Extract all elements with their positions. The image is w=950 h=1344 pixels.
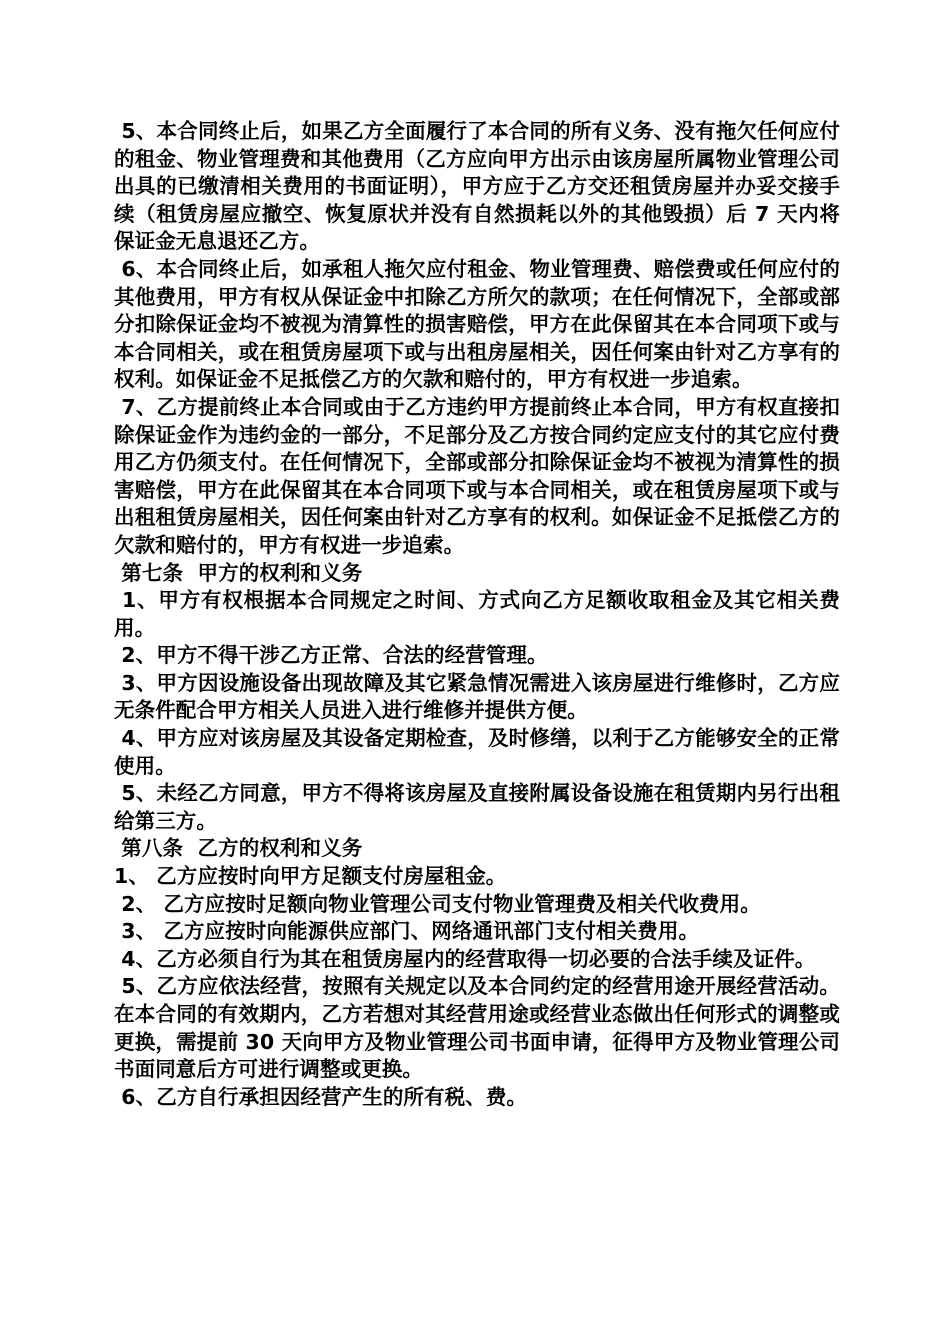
paragraph-clause-6-6: 6、本合同终止后，如承租人拖欠应付租金、物业管理费、赔偿费或任何应付的其他费用，甲方有权从保证金中扣除乙方所欠的款项；在任何情况下，全部或部分扣除保证金均不被视为清算性的损害赔偿，甲方在此保留其在本合同项下或与本合同相关，或在租赁房屋项下或与出租房屋相关，因任何案由针对乙方享有的权利。如保证金不足抵偿乙方的欠款和赔付的，甲方有权进一步追索。 (114, 256, 840, 392)
paragraph-clause-7-2: 2、甲方不得干涉乙方正常、合法的经营管理。 (114, 643, 548, 668)
paragraph-clause-7-4: 4、甲方应对该房屋及其设备定期检查，及时修缮，以利于乙方能够安全的正常使用。 (114, 726, 840, 778)
paragraph-clause-8-4: 4、乙方必须自行为其在租赁房屋内的经营取得一切必要的合法手续及证件。 (114, 946, 816, 971)
section-heading-article-8: 第八条 乙方的权利和义务 (114, 836, 363, 861)
paragraph-clause-6-7: 7、乙方提前终止本合同或由于乙方违约甲方提前终止本合同，甲方有权直接扣除保证金作为违约金的一部分，不足部分及乙方按合同约定应支付的其它应付费用乙方仍须支付。在任何情况下，全部或部分扣除保证金均不被视为清算性的损害赔偿，甲方在此保留其在本合同项下或与本合同相关，或在租赁房屋项下或与出租租赁房屋相关，因任何案由针对乙方享有的权利。如保证金不足抵偿乙方的欠款和赔付的，甲方有权进一步追索。 (114, 394, 840, 557)
paragraph-clause-7-5: 5、未经乙方同意，甲方不得将该房屋及直接附属设备设施在租赁期内另行出租给第三方。 (114, 781, 840, 833)
section-heading-article-7: 第七条 甲方的权利和义务 (114, 560, 363, 585)
paragraph-clause-8-5: 5、乙方应依法经营，按照有关规定以及本合同约定的经营用途开展经营活动。在本合同的有效期内，乙方若想对其经营用途或经营业态做出任何形式的调整或更换，需提前 30 天向甲方及物业管理公司书面申请，征得甲方及物业管理公司书面同意后方可进行调整或更换。 (114, 974, 840, 1082)
paragraph-clause-7-1: 1、甲方有权根据本合同规定之时间、方式向乙方足额收取租金及其它相关费用。 (114, 588, 840, 640)
paragraph-clause-8-6: 6、乙方自行承担因经营产生的所有税、费。 (114, 1084, 528, 1109)
paragraph-clause-7-3: 3、甲方因设施设备出现故障及其它紧急情况需进入该房屋进行维修时，乙方应无条件配合甲方相关人员进入进行维修并提供方便。 (114, 670, 840, 723)
document-body (114, 118, 840, 1111)
paragraph-clause-6-5: 5、本合同终止后，如果乙方全面履行了本合同的所有义务、没有拖欠任何应付的租金、物业管理费和其他费用（乙方应向甲方出示由该房屋所属物业管理公司出具的已缴清相关费用的书面证明），甲方应于乙方交还租赁房屋并办妥交接手续（租赁房屋应撤空、恢复原状并没有自然损耗以外的其他毁损）后 7 天内将保证金无息退还乙方。 (114, 119, 840, 254)
paragraph-clause-8-3: 3、 乙方应按时向能源供应部门、网络通讯部门支付相关费用。 (114, 919, 700, 944)
paragraph-clause-8-1: 1、 乙方应按时向甲方足额支付房屋租金。 (114, 864, 507, 889)
paragraph-clause-8-2: 2、 乙方应按时足额向物业管理公司支付物业管理费及相关代收费用。 (114, 891, 761, 916)
